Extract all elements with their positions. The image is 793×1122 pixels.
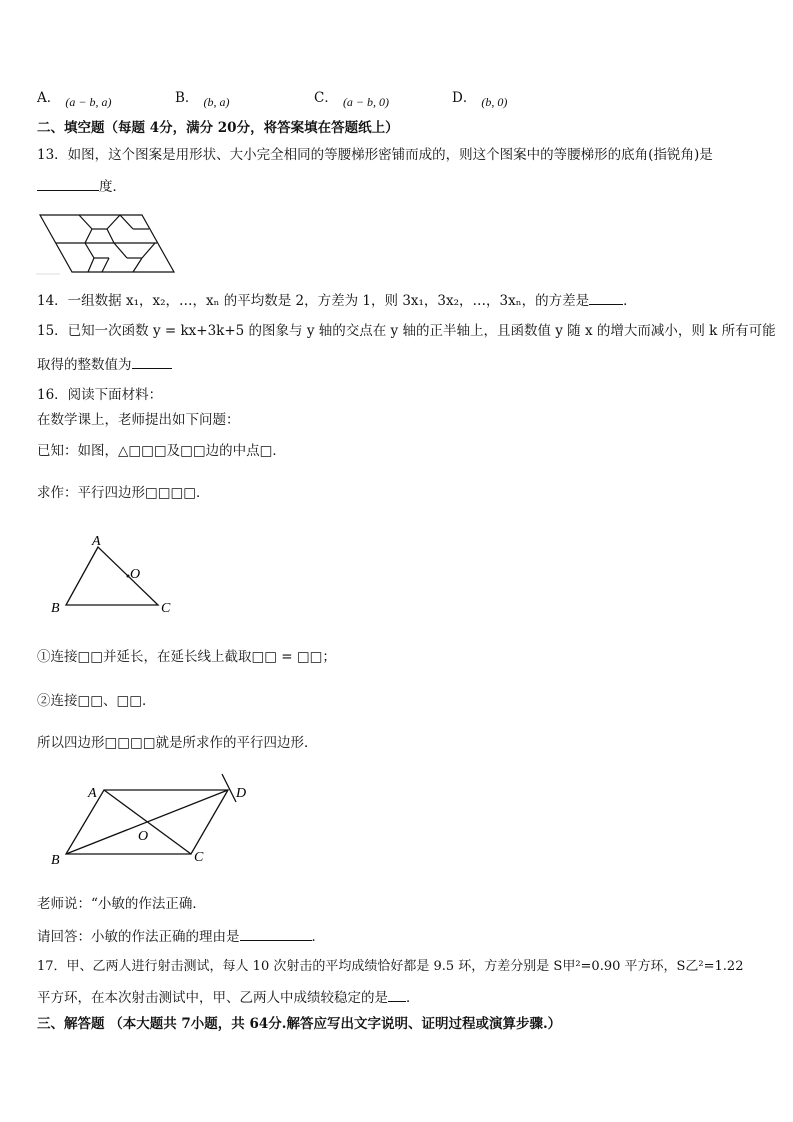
q16-parallelogram-figure [46, 772, 261, 870]
q14-question: 14．一组数据 x₁，x₂，…，xₙ 的平均数是 2，方差为 1，则 3x₁，3x₂，…，3xₙ，的方差是 [37, 293, 590, 309]
label-a: A [92, 534, 101, 549]
label-a2: A [88, 786, 97, 801]
option-d-value: (b, 0) [481, 95, 508, 109]
option-c-letter: C． [314, 90, 338, 106]
q17-suffix: ． [406, 990, 420, 1006]
tiling-edge [79, 215, 92, 229]
option-a-value: (a − b, a) [65, 95, 112, 109]
label-b: B [51, 601, 60, 616]
q16-conclusion: 所以四边形□□□□就是所求作的平行四边形． [37, 735, 318, 751]
label-b2: B [51, 853, 60, 868]
q16-ask-suffix: ． [311, 929, 325, 945]
q14-text [37, 292, 637, 309]
q16-step2: ②连接□□、□□． [37, 693, 156, 709]
q13-text-line2 [37, 178, 126, 195]
option-a [37, 86, 112, 109]
q17-answer-blank [388, 989, 406, 1002]
option-c [314, 86, 390, 109]
label-o: O [130, 567, 141, 582]
q15-question-tail: 取得的整数值为 [37, 357, 132, 373]
q15-text-line1: 15．已知一次函数 y = kx+3k+5 的图象与 y 轴的交点在 y 轴的正半轴上，且函数值 y 随 x 的增大而减小，则 k 所有可能 [37, 323, 776, 339]
q17-question-tail: 平方环，在本次射击测试中，甲、乙两人中成绩较稳定的是 [37, 990, 388, 1006]
option-b [175, 86, 230, 109]
q16-triangle-figure [46, 532, 181, 618]
q16-ask-text: 请回答：小敏的作法正确的理由是 [37, 929, 240, 945]
label-c2: C [194, 850, 204, 865]
option-d-letter: D． [452, 90, 477, 106]
section3-heading: 三、解答题 （本大题共 7小题，共 64分.解答应写出文字说明、证明过程或演算步骤.） [37, 1016, 562, 1032]
q13-tiling-figure [36, 210, 178, 276]
label-o2: O [138, 829, 149, 844]
label-d2: D [236, 786, 247, 801]
option-c-value: (a − b, 0) [342, 95, 390, 109]
q13-text-line1: 13．如图，这个图案是用形状、大小完全相同的等腰梯形密铺而成的，则这个图案中的等腰梯形的底角(指锐角)是 [37, 147, 713, 163]
label-c: C [161, 601, 171, 616]
q15-answer-blank [132, 356, 172, 369]
q13-suffix: 度． [99, 179, 126, 195]
triangle-abc [66, 547, 158, 605]
q16-step1: ①连接□□并延长，在延长线上截取□□ = □□； [37, 649, 336, 665]
section2-heading: 二、填空题（每题 4分，满分 20分，将答案填在答题纸上） [37, 120, 399, 136]
option-a-letter: A． [37, 90, 61, 106]
q14-answer-blank [589, 292, 623, 305]
q14-suffix: ． [623, 293, 637, 309]
q16-ask [37, 928, 325, 945]
q13-answer-blank [37, 178, 99, 191]
q16-intro: 16．阅读下面材料： [37, 387, 163, 403]
option-b-value: (b, a) [203, 95, 230, 109]
q16-given: 已知：如图，△□□□及□□边的中点□． [37, 443, 286, 459]
q16-answer-blank [240, 928, 312, 941]
option-b-letter: B． [175, 90, 199, 106]
q15-text-line2 [37, 356, 172, 373]
option-d [452, 86, 508, 109]
q16-construct: 求作：平行四边形□□□□． [37, 485, 210, 501]
q16-context: 在数学课上，老师提出如下问题： [37, 412, 240, 428]
q16-teacher: 老师说：“小敏的作法正确． [37, 896, 206, 912]
q17-text-line1: 17．甲、乙两人进行射击测试，每人 10 次射击的平均成绩恰好都是 9.5 环，方差分别是 S甲²=0.90 平方环，S乙²=1.22 [37, 959, 744, 974]
q17-text-line2 [37, 989, 420, 1006]
